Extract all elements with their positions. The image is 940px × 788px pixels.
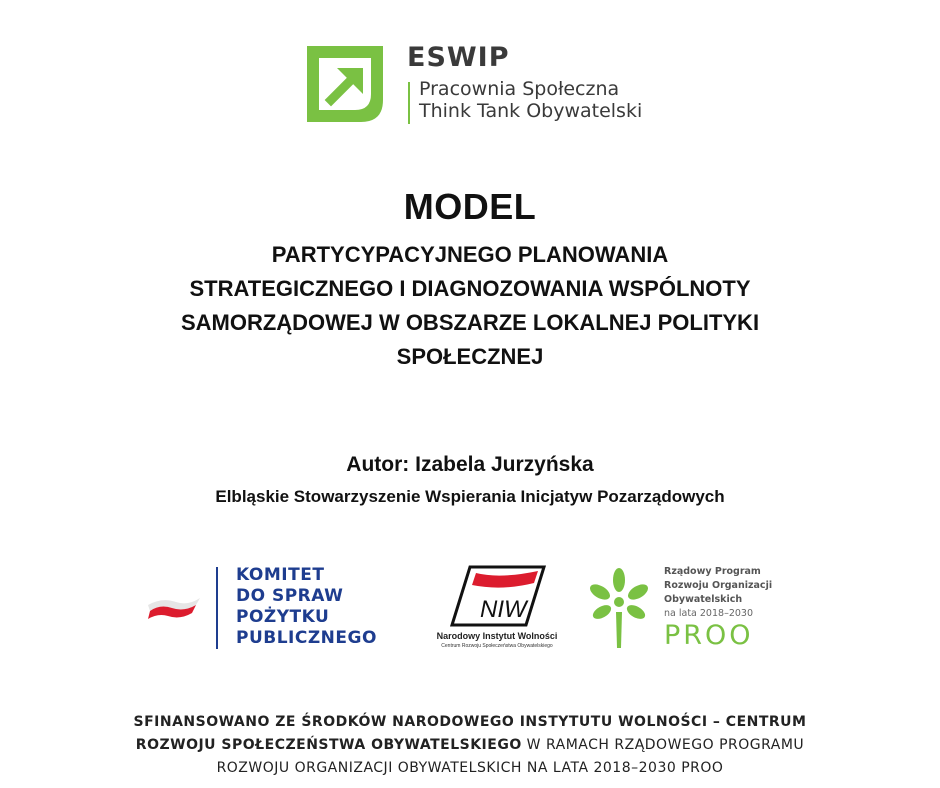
kpp-line-4: PUBLICZNEGO bbox=[236, 628, 377, 648]
funding-bold-2: ROZWOJU SPOŁECZEŃSTWA OBYWATELSKIEGO bbox=[135, 737, 522, 753]
document-title: MODEL bbox=[403, 186, 537, 227]
eswip-subtitle-1: Pracownia Społeczna bbox=[419, 78, 620, 100]
kpp-line-2: DO SPRAW bbox=[236, 586, 344, 606]
flower-icon bbox=[588, 566, 650, 650]
proo-logo bbox=[588, 562, 788, 652]
kpp-logo bbox=[140, 565, 410, 651]
eswip-name: ESWIP bbox=[407, 42, 510, 73]
kpp-divider bbox=[216, 567, 218, 649]
niw-name: Narodowy Instytut Wolności bbox=[436, 631, 558, 641]
author: Autor: Izabela Jurzyńska bbox=[346, 453, 594, 476]
funding-line-3: ROZWOJU ORGANIZACJI OBYWATELSKICH NA LATA 2018–2030 PROO bbox=[216, 760, 724, 776]
subtitle-line-3: SAMORZĄDOWEJ W OBSZARZE LOKALNEJ POLITYKI bbox=[180, 310, 760, 335]
proo-years: na lata 2018–2030 bbox=[664, 608, 753, 619]
kpp-line-3: POŻYTKU bbox=[236, 607, 330, 627]
proo-line-3: Obywatelskich bbox=[664, 594, 743, 605]
subtitle-line-1: PARTYCYPACYJNEGO PLANOWANIA bbox=[271, 242, 669, 267]
funding-note bbox=[60, 711, 880, 780]
funding-normal-2: W RAMACH RZĄDOWEGO PROGRAMU bbox=[521, 737, 805, 753]
niw-description: Centrum Rozwoju Społeczeństwa Obywatelskiego bbox=[441, 643, 553, 649]
subtitle-line-4: SPOŁECZNEJ bbox=[396, 344, 544, 369]
niw-flag-icon bbox=[450, 565, 546, 627]
eswip-arrow-icon bbox=[303, 42, 387, 126]
funding-line-2 bbox=[60, 734, 880, 757]
eswip-divider bbox=[408, 82, 410, 124]
polish-flag-icon bbox=[146, 593, 202, 621]
kpp-line-1: KOMITET bbox=[236, 565, 325, 585]
funding-bold-1: SFINANSOWANO ZE ŚRODKÓW NARODOWEGO INSTYTUTU WOLNOŚCI – CENTRUM bbox=[133, 714, 807, 730]
proo-name: PROO bbox=[664, 620, 754, 651]
niw-mark-text: NIW bbox=[480, 596, 527, 623]
eswip-logo bbox=[303, 40, 643, 130]
subtitle-line-2: STRATEGICZNEGO I DIAGNOZOWANIA WSPÓLNOTY bbox=[189, 276, 751, 301]
eswip-subtitle-2: Think Tank Obywatelski bbox=[419, 100, 643, 122]
document-subtitle bbox=[100, 238, 840, 374]
funding-line-1 bbox=[60, 711, 880, 734]
kpp-name bbox=[236, 565, 377, 649]
niw-logo bbox=[432, 565, 562, 655]
proo-line-1: Rządowy Program bbox=[664, 566, 761, 577]
proo-line-2: Rozwoju Organizacji bbox=[664, 580, 773, 591]
organization: Elbląskie Stowarzyszenie Wspierania Inicjatyw Pozarządowych bbox=[215, 487, 725, 506]
